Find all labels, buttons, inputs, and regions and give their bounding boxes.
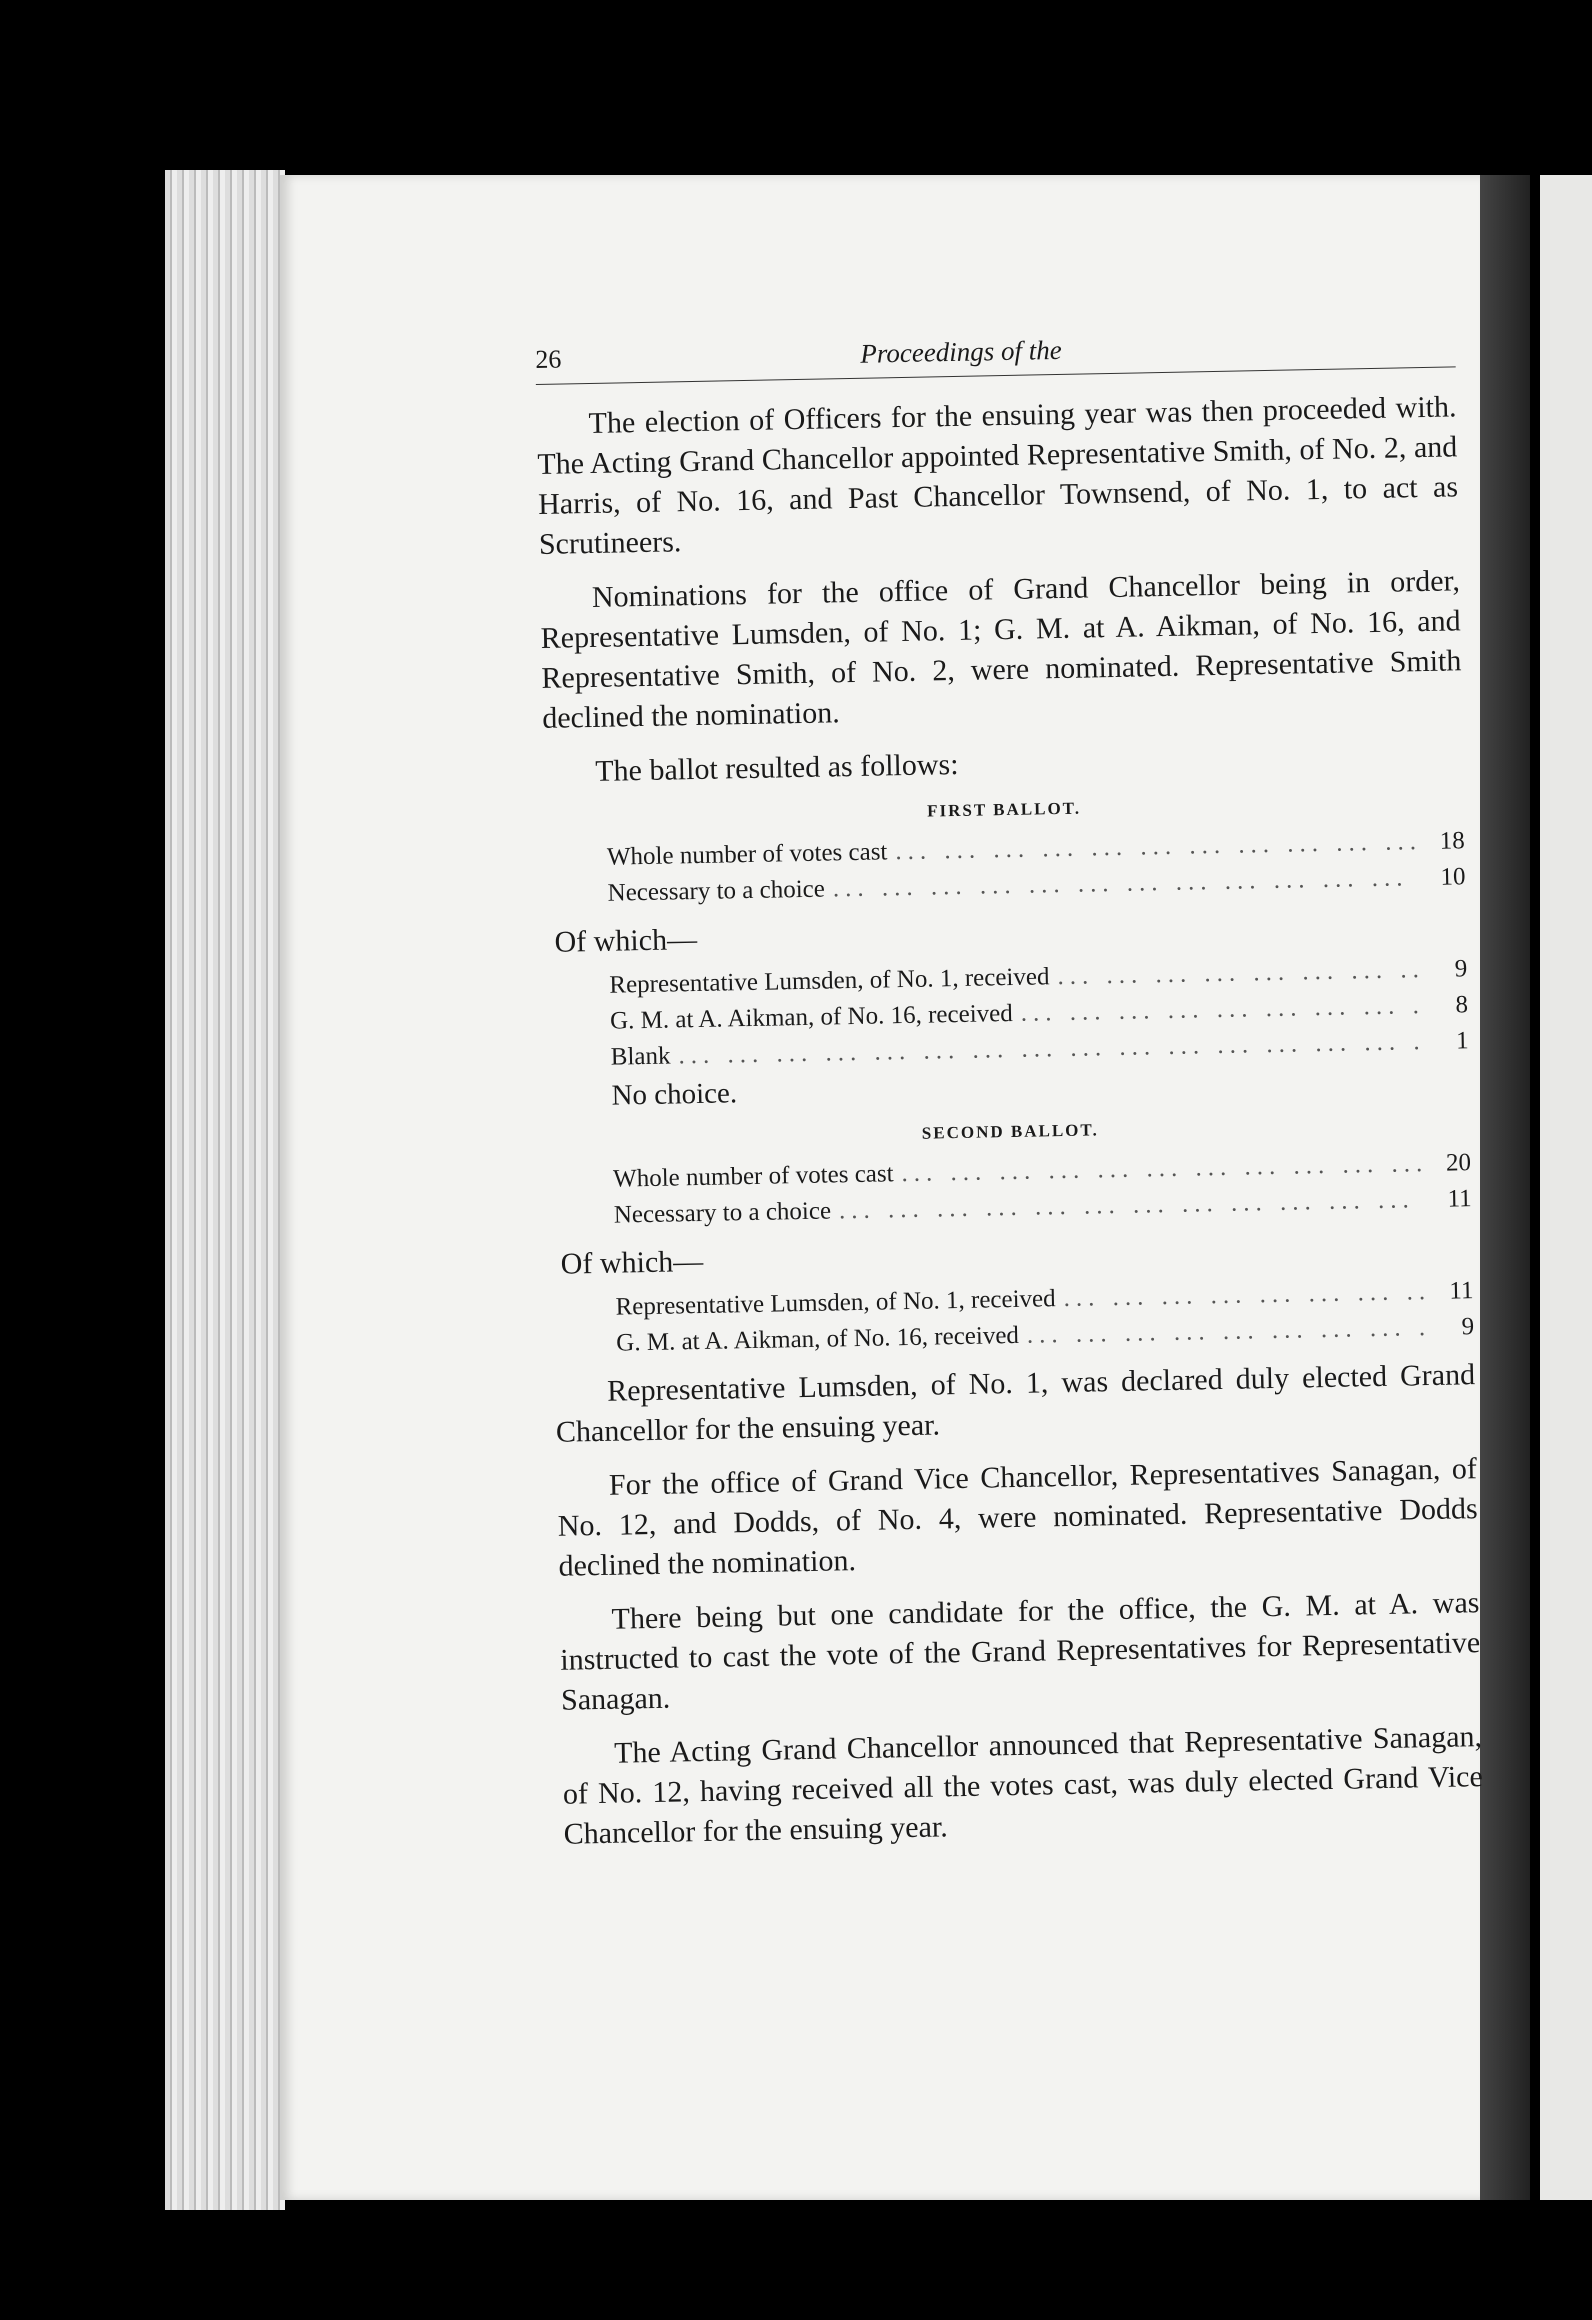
row-label: G. M. at A. Aikman, of No. 16, received xyxy=(609,999,1013,1035)
page-content xyxy=(535,322,1484,1868)
row-label: G. M. at A. Aikman, of No. 16, received xyxy=(616,1321,1020,1357)
second-ballot-of-which: Of which— xyxy=(560,1244,704,1281)
row-value: 10 xyxy=(1440,863,1466,891)
row-label: Necessary to a choice xyxy=(607,875,826,907)
running-title: Proceedings of the xyxy=(860,334,1063,369)
paragraph-chancellor-elected: Representative Lumsden, of No. 1, was declared duly elected Grand Chancellor for the ensuing year. xyxy=(555,1358,1476,1449)
first-ballot-no-choice: No choice. xyxy=(611,1077,738,1112)
row-value: 8 xyxy=(1455,991,1469,1019)
row-label: Representative Lumsden, of No. 1, received xyxy=(609,963,1050,999)
paragraph-vice-nominations: For the office of Grand Vice Chancellor, Representatives Sanagan, of No. 12, and Dodds, of No. 4, were nominated. Representative Dodds declined the nomination. xyxy=(557,1452,1478,1583)
row-label: Whole number of votes cast xyxy=(612,1160,894,1193)
leader-dots xyxy=(1027,1310,1427,1354)
row-value: 11 xyxy=(1449,1277,1474,1305)
page-stack-edge xyxy=(165,170,285,2210)
row-value: 1 xyxy=(1455,1027,1469,1055)
row-value: 20 xyxy=(1445,1149,1472,1177)
row-label: Representative Lumsden, of No. 1, received xyxy=(615,1285,1056,1321)
paragraph-nominations: Nominations for the office of Grand Chancellor being in order, Representative Lumsden, of No. 1; G. M. at A. Aikman, of No. 16, and Representative Smith, of No. 2, were nominated. Representative Smith declined the nomination. xyxy=(540,564,1462,735)
first-ballot-heading: FIRST BALLOT. xyxy=(926,798,1082,821)
row-value: 11 xyxy=(1447,1185,1472,1213)
book-gutter xyxy=(1480,175,1530,2200)
paragraph-scrutineers: The election of Officers for the ensuing year was then proceeded with. The Acting Grand Chancellor appointed Representative Smith, of No. 2, and Harris, of No. 16, and Past Chancellor Townsend, of No. 1, to act as Scrutineers. xyxy=(537,390,1459,561)
second-ballot-heading: SECOND BALLOT. xyxy=(921,1120,1099,1143)
row-label: Necessary to a choice xyxy=(613,1197,832,1229)
paragraph-ballot-intro: The ballot resulted as follows: xyxy=(594,747,959,788)
paragraph-one-candidate: There being but one candidate for the office, the G. M. at A. was instructed to cast the vote of the Grand Representatives for Representative Sanagan. xyxy=(560,1586,1481,1717)
row-label: Blank xyxy=(610,1042,671,1071)
row-label: Whole number of votes cast xyxy=(606,838,888,871)
page-number: 26 xyxy=(535,344,562,374)
row-value: 9 xyxy=(1461,1313,1475,1341)
first-ballot-of-which: Of which— xyxy=(554,923,698,959)
facing-page-edge xyxy=(1540,175,1592,2200)
paragraph-vice-elected: The Acting Grand Chancellor announced that Representative Sanagan, of No. 12, having received all the votes cast, was duly elected Grand Vice Chancellor for the ensuing year. xyxy=(562,1720,1484,1851)
row-value: 18 xyxy=(1439,827,1466,855)
row-value: 9 xyxy=(1454,955,1468,983)
